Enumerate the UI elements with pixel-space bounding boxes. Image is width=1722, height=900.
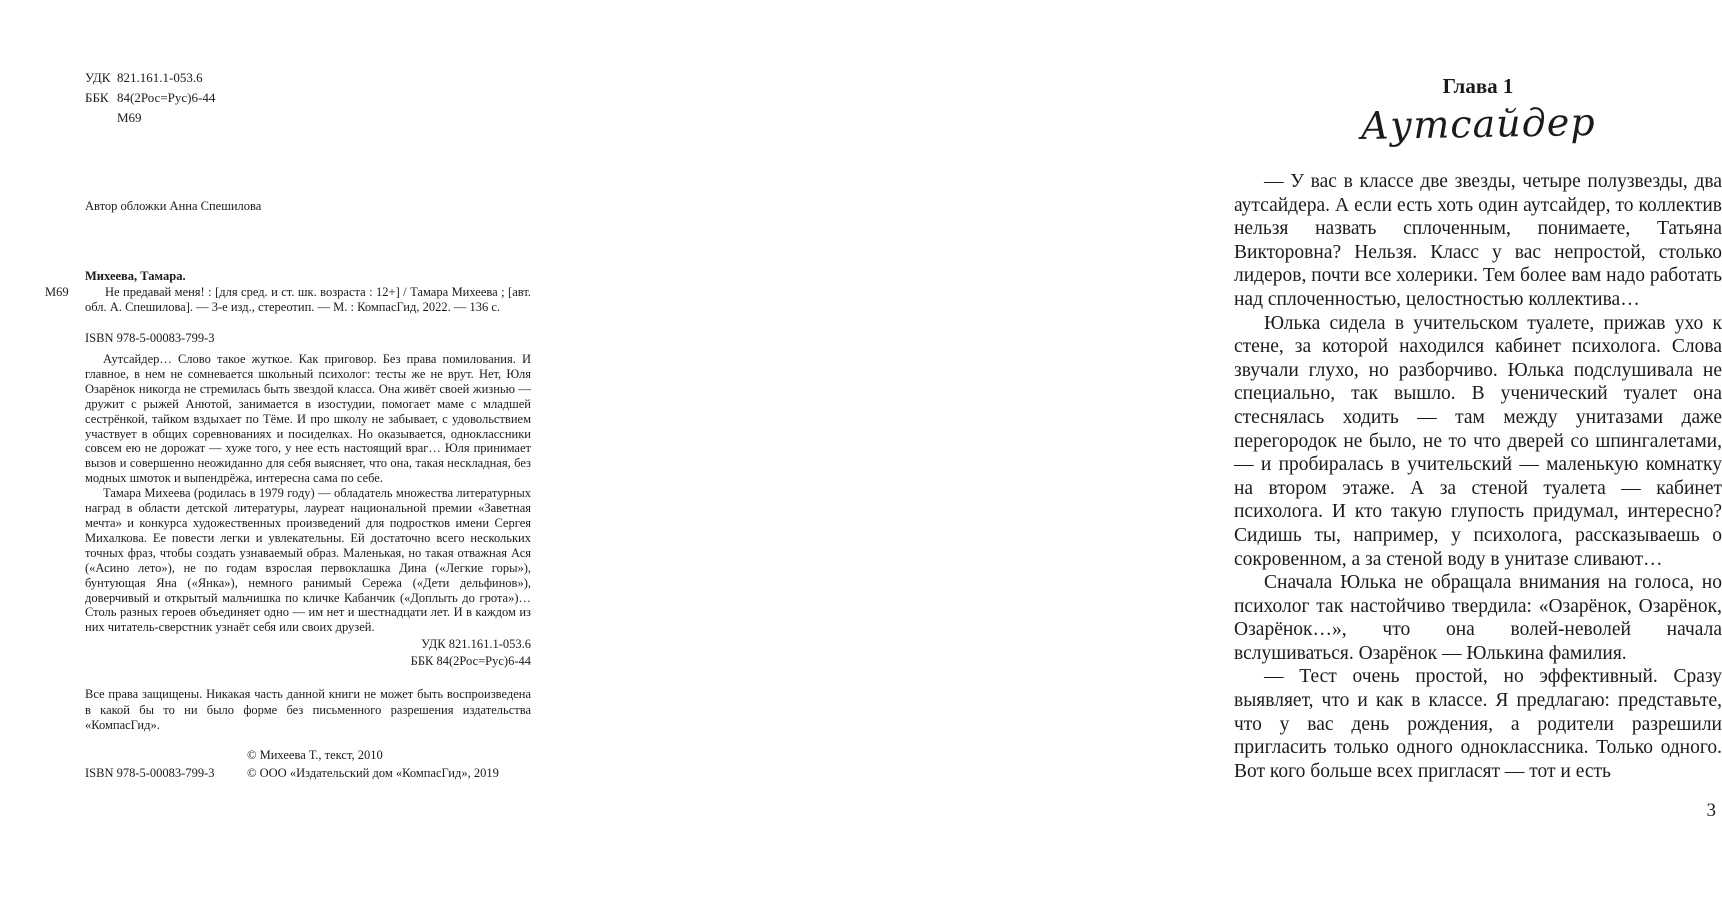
udk-bbk-top-block [85,68,215,128]
udk-label: УДК [85,70,111,85]
copyright-publisher-line: © ООО «Издательский дом «КомпасГид», 2019 [247,765,499,780]
cataloging-in-publication-block [45,269,532,316]
page-number: 3 [1706,800,1716,821]
copyright-row-1 [85,747,531,765]
cataloging-author-heading: Михеева, Тамара. [85,269,186,283]
annotation-paragraph-2: Тамара Михеева (родилась в 1979 году) — обладатель множества литературных наград в области детской литературы, лауреат национальной премии «Заветная мечта» и конкурса художественных произведений для подростков имени Сергея Михалкова. Ее повести легки и увлекательны. Ей достаточно всего нескольких точных фраз, чтобы создать узнаваемый образ. Маленькая, но такая отважная Ася («Асино лето»), не по годам взрослая первоклашка Дина («Легкие горы»), бунтующая Яна («Янка»), немного ранимый Сережа («Дети дельфинов»), доверчивый и открытый мальчишка по кличке Кабанчик («Доплыть до грота»)… Столь разных героев объединяет одно — им нет и шестнадцати лет. И в каждом из них читатель-сверстник узнаёт себя или своих друзей. [85,486,531,635]
right-page [600,0,1722,900]
copyright-row-2 [85,765,531,783]
udk-bottom-line: УДК 821.161.1-053.6 [421,637,531,651]
bbk-label: ББК [85,90,109,105]
bbk-line [85,88,215,108]
author-code-line [85,108,215,128]
copyright-row1-spacer [85,747,247,765]
cover-artist-credit: Автор обложки Анна Спешилова [85,199,262,213]
bbk-bottom-line: ББК 84(2Рос=Рус)6-44 [410,653,531,668]
body-paragraph: — У вас в классе две звезды, четыре полузвезды, два аутсайдера. А если есть хоть один аутсайдер, то коллектив нельзя назвать сплоченным, понимаете, Татьяна Викторовна? Нельзя. Класс у вас непростой, столько лидеров, почти все холерики. Тем более вам надо работать над сплоченностью, целостностью коллектива… [1234,171,1722,310]
annotation-block [85,352,531,635]
udk-line [85,68,215,88]
copyright-block [85,747,531,782]
chapter-body [1234,170,1722,783]
left-page [0,0,600,900]
udk-value: 821.161.1-053.6 [117,70,203,85]
body-paragraph: Юлька сидела в учительском туалете, прижав ухо к стене, за которой находился кабинет психолога. Слова звучали глухо, но разборчиво. Юлька подслушивала не специально, так вышло. В ученический туалет она стеснялась ходить — там между унитазами даже перегородок не было, не то что дверей со шпингалетами, — и пробиралась в учительский — маленькую комнатку на втором этаже. А за стеной туалета — кабинет психолога. И кто такую глупость придумал, интересно? Сидишь ты, например, у психолога, рассказываешь о сокровенном, а за стеной воду в унитазе сливают… [1234,312,1722,570]
body-paragraph: Сначала Юлька не обращала внимания на голоса, но психолог так настойчиво твердила: «Озарёнок, Озарёнок, Озарёнок…», что она волей-неволей начала вслушиваться. Озарёнок — Юлькина фамилия. [1234,572,1722,664]
bbk-value: 84(2Рос=Рус)6-44 [117,90,216,105]
isbn-line-bottom: ISBN 978-5-00083-799-3 [85,765,215,780]
cataloging-entry: Не предавай меня! : [для сред. и ст. шк. возраста : 12+] / Тамара Михеева ; [авт. обл. А. Спешилова]. — 3-е изд., стереотип. — М. : КомпасГид, 2022. — 136 с. [85,284,531,314]
cataloging-entry-row [45,285,532,316]
rights-notice: Все права защищены. Никакая часть данной книги не может быть воспроизведена в какой бы то ни было форме без письменного разрешения издательства «КомпасГид». [85,687,531,732]
udk-bbk-bottom-block [85,636,531,669]
body-paragraph: — Тест очень простой, но эффективный. Сразу выявляет, что и как в классе. Я предлагаю: представьте, что у вас день рождения, а родители разрешили пригласить только одного одноклассника. Только одного. Вот кого больше всех пригласят — тот и есть [1234,666,1722,782]
annotation-paragraph-1: Аутсайдер… Слово такое жуткое. Как приговор. Без права помилования. И главное, в нем не сомневается школьный психолог: тесты же не врут. Нет, Юля Озарёнок никогда не стремилась быть звездой класса. Она живёт своей жизнью — дружит с рыжей Анютой, занимается в изостудии, помогает маме с младшей сестрёнкой, тайком вздыхает по Тёме. И про школу не забывает, с удовольствием участвует в общих соревнованиях и посиделках. Но оказывается, одноклассники совсем ею не дорожат — хуже того, у нее есть настоящий враг… Юля принимает вызов и совершенно неожиданно для себя выясняет, что она, такая нескладная, без модных шмоток и выпендрёжа, интересна сама по себе. [85,352,531,486]
author-code: М69 [117,110,142,125]
chapter-label: Глава 1 [1442,74,1514,98]
isbn-line-top: ISBN 978-5-00083-799-3 [85,331,215,345]
copyright-author-line: © Михеева Т., текст, 2010 [247,748,383,762]
chapter-title-handwritten: Аутсайдер [1360,99,1596,149]
cataloging-margin-code: М69 [45,284,69,299]
